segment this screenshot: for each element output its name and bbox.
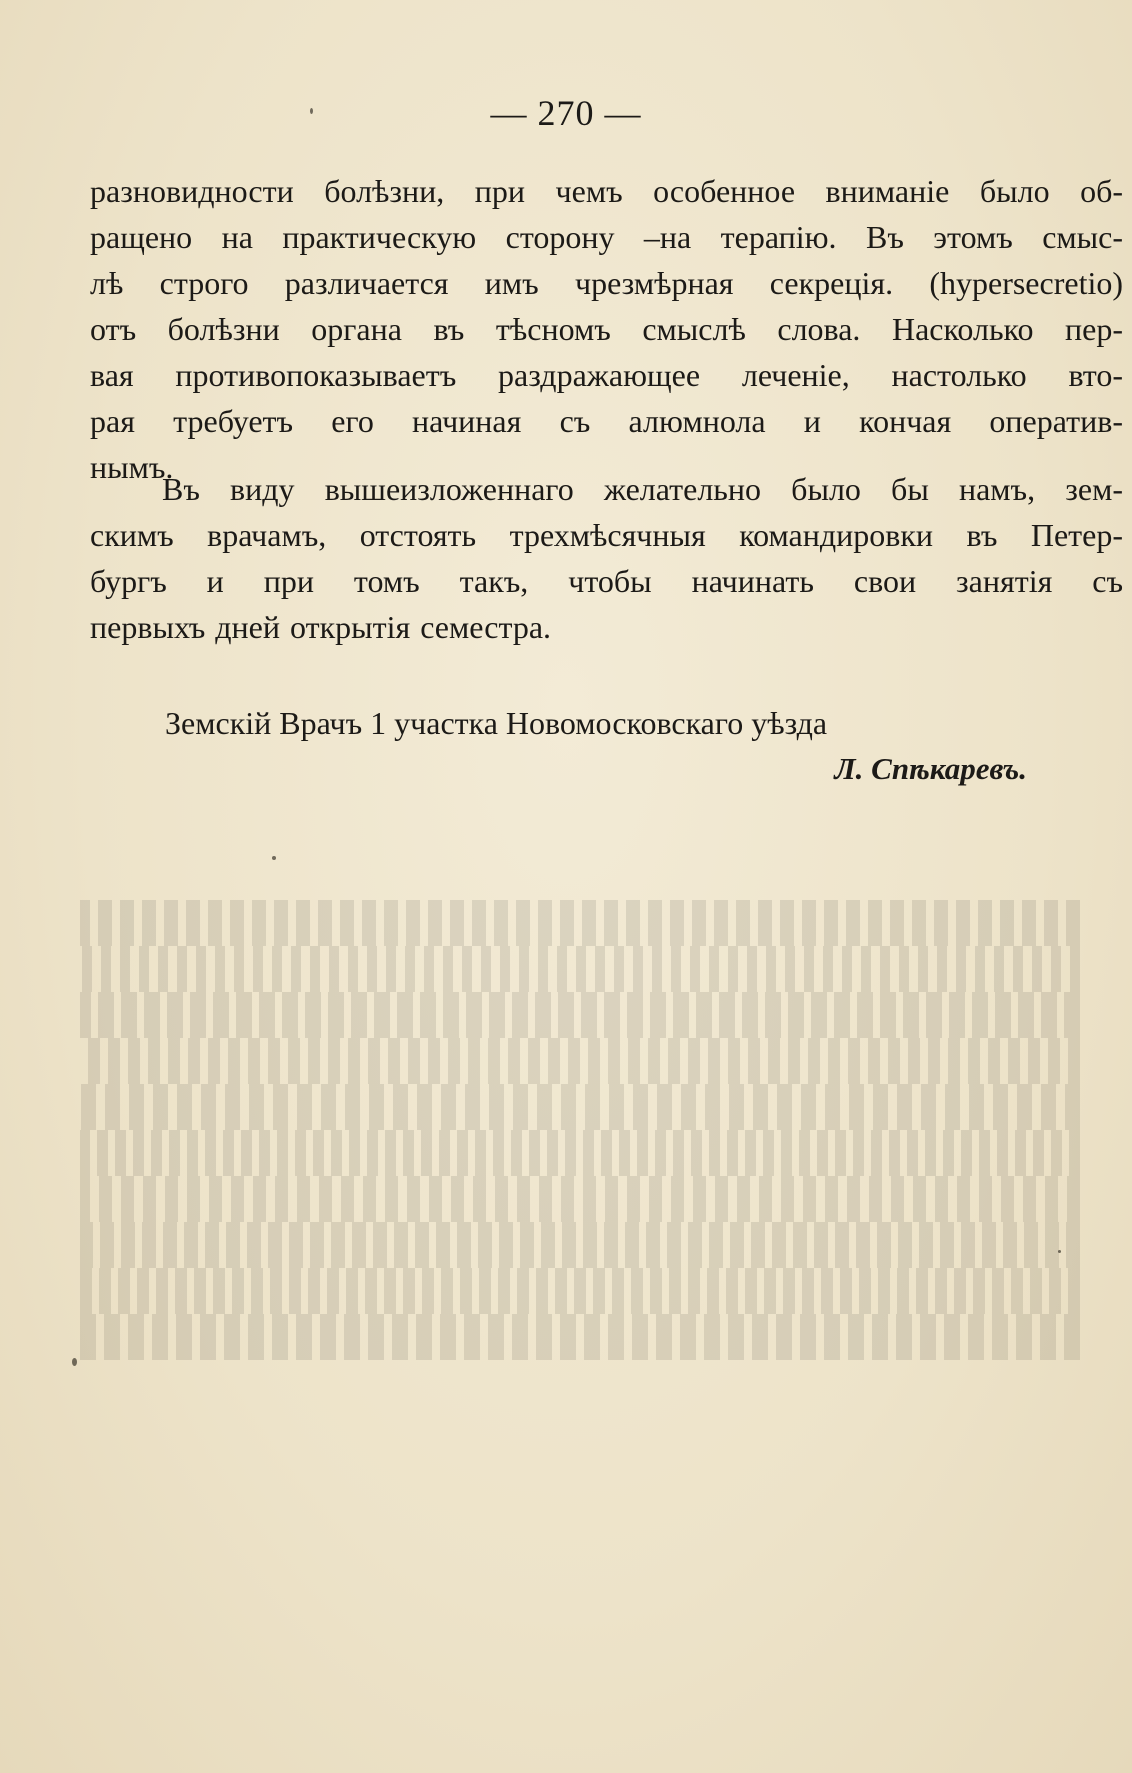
page-number: — 270 — (490, 93, 642, 133)
print-speck (72, 1358, 77, 1366)
paragraph-2 (90, 466, 1123, 650)
text-line: нымъ. (90, 449, 174, 485)
text-line: первыхъ дней открытія семестра. (90, 609, 552, 645)
text-line: отъ болѣзни органа въ тѣсномъ смыслѣ слова. Насколько пер- (90, 311, 1123, 347)
text-line: скимъ врачамъ, отстоять трехмѣсячныя командировки въ Петер- (90, 517, 1123, 553)
text-line: ращено на практическую сторону –на терапію. Въ этомъ смыс- (90, 219, 1123, 255)
text-line: вая противопоказываетъ раздражающее леченіе, настолько вто- (90, 357, 1123, 393)
print-speck (272, 856, 276, 860)
paragraph-1 (90, 168, 1123, 490)
signature-position: Земскій Врачъ 1 участка Новомосковскаго уѣзда (165, 705, 828, 741)
text-line: лѣ строго различается имъ чрезмѣрная секреція. (hypersecretio) (90, 265, 1123, 301)
text-line: рая требуетъ его начиная съ алюмнола и кончая оператив- (90, 403, 1123, 439)
text-line: бургъ и при томъ такъ, чтобы начинать свои занятія съ (90, 563, 1123, 599)
print-speck (310, 108, 313, 114)
text-line: разновидности болѣзни, при чемъ особенное вниманіе было об- (90, 173, 1123, 209)
print-speck (1058, 1250, 1061, 1253)
signature-name: Л. Спѣкаревъ. (834, 751, 1027, 786)
bleed-through-texture (80, 900, 1080, 1460)
text-line: Въ виду вышеизложеннаго желательно было бы намъ, зем- (162, 471, 1123, 507)
